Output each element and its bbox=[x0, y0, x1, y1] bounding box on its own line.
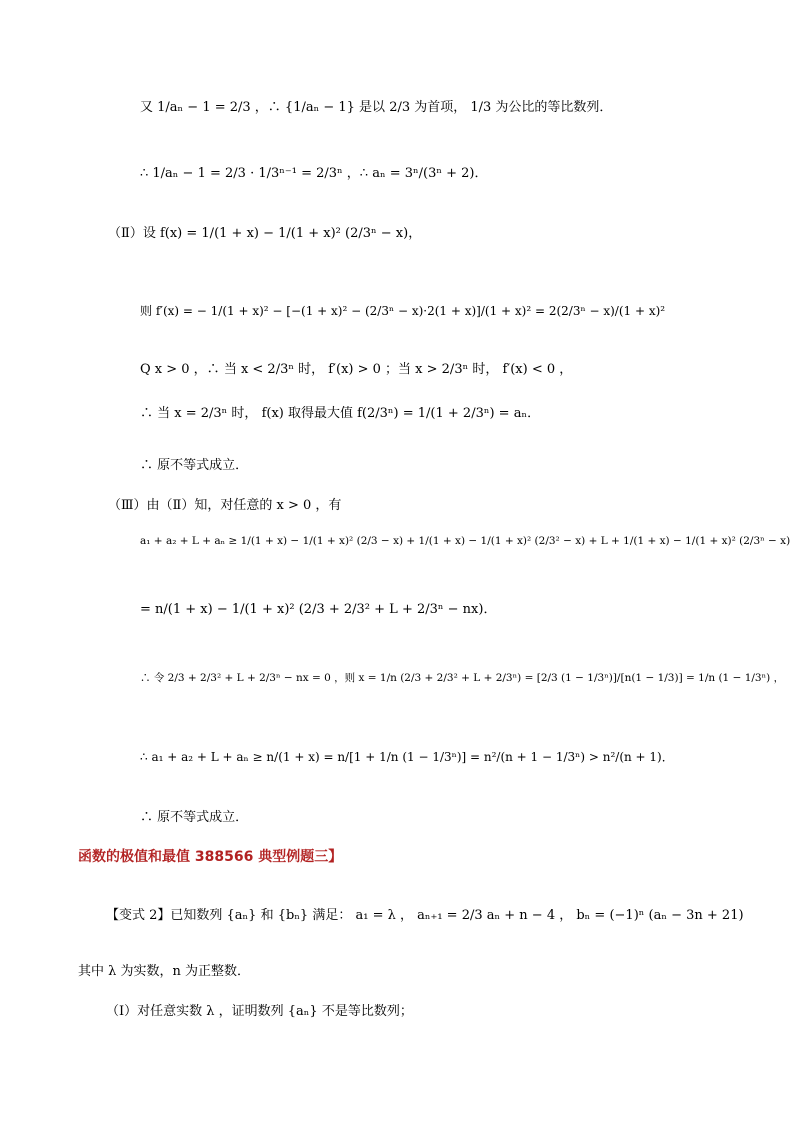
solution-line-12: ∴ a₁ + a₂ + L + aₙ ≥ n/(1 + x) = n/[1 + 1/n (1 − 1/3ⁿ)] = n²/(n + 1 − 1/3ⁿ) > n²/(n + 1)． bbox=[140, 750, 674, 764]
solution-line-11: ∴ 令 2/3 + 2/3² + L + 2/3ⁿ − nx = 0 ，则 x = 1/n (2/3 + 2/3² + L + 2/3ⁿ) = [2/3 (1 − 1/3ⁿ)]/[n(1 − 1/3)] = 1/n (1 − 1/3ⁿ) ， bbox=[140, 672, 785, 684]
exercise-part-1: （Ⅰ）对任意实数 λ ，证明数列 {aₙ} 不是等比数列； bbox=[106, 1004, 413, 1019]
solution-line-8: （Ⅲ）由（Ⅱ）知，对任意的 x > 0 ，有 bbox=[108, 498, 342, 513]
exercise-tag: 【变式 2】 bbox=[106, 908, 171, 923]
solution-line-9: a₁ + a₂ + L + aₙ ≥ 1/(1 + x) − 1/(1 + x)² (2/3 − x) + 1/(1 + x) − 1/(1 + x)² (2/3² − x) + L + 1/(1 + x) − 1/(1 + x)² (2/3ⁿ − x) bbox=[140, 535, 791, 547]
solution-line-13: ∴ 原不等式成立． bbox=[140, 810, 249, 825]
section-heading: 函数的极值和最值 388566 典型例题三】 bbox=[78, 849, 343, 865]
solution-line-10: = n/(1 + x) − 1/(1 + x)² (2/3 + 2/3² + L + 2/3ⁿ − nx)． bbox=[140, 602, 497, 617]
solution-line-6: ∴ 当 x = 2/3ⁿ 时， f(x) 取得最大值 f(2/3ⁿ) = 1/(1 + 2/3ⁿ) = aₙ． bbox=[140, 406, 541, 421]
solution-line-7: ∴ 原不等式成立． bbox=[140, 458, 249, 473]
solution-line-2: ∴ 1/aₙ − 1 = 2/3 · 1/3ⁿ⁻¹ = 2/3ⁿ ，∴ aₙ = 3ⁿ/(3ⁿ + 2)． bbox=[140, 166, 488, 181]
solution-line-4: 则 f′(x) = − 1/(1 + x)² − [−(1 + x)² − (2/3ⁿ − x)·2(1 + x)]/(1 + x)² = 2(2/3ⁿ − x)/(1 + x)² bbox=[140, 304, 666, 318]
solution-line-5: Q x > 0 ，∴ 当 x < 2/3ⁿ 时， f′(x) > 0 ；当 x > 2/3ⁿ 时， f′(x) < 0 ， bbox=[140, 362, 573, 377]
exercise-statement bbox=[106, 904, 744, 923]
solution-line-3: （Ⅱ）设 f(x) = 1/(1 + x) − 1/(1 + x)² (2/3ⁿ − x)， bbox=[108, 226, 422, 241]
exercise-text: 已知数列 {aₙ} 和 {bₙ} 满足： a₁ = λ ， aₙ₊₁ = 2/3 aₙ + n − 4 ， bₙ = (−1)ⁿ (aₙ − 3n + 21) bbox=[170, 908, 744, 923]
exercise-line-2: 其中 λ 为实数，n 为正整数． bbox=[78, 964, 251, 979]
solution-line-1: 又 1/aₙ − 1 = 2/3 ，∴ {1/aₙ − 1} 是以 2/3 为首项， 1/3 为公比的等比数列． bbox=[140, 100, 613, 115]
